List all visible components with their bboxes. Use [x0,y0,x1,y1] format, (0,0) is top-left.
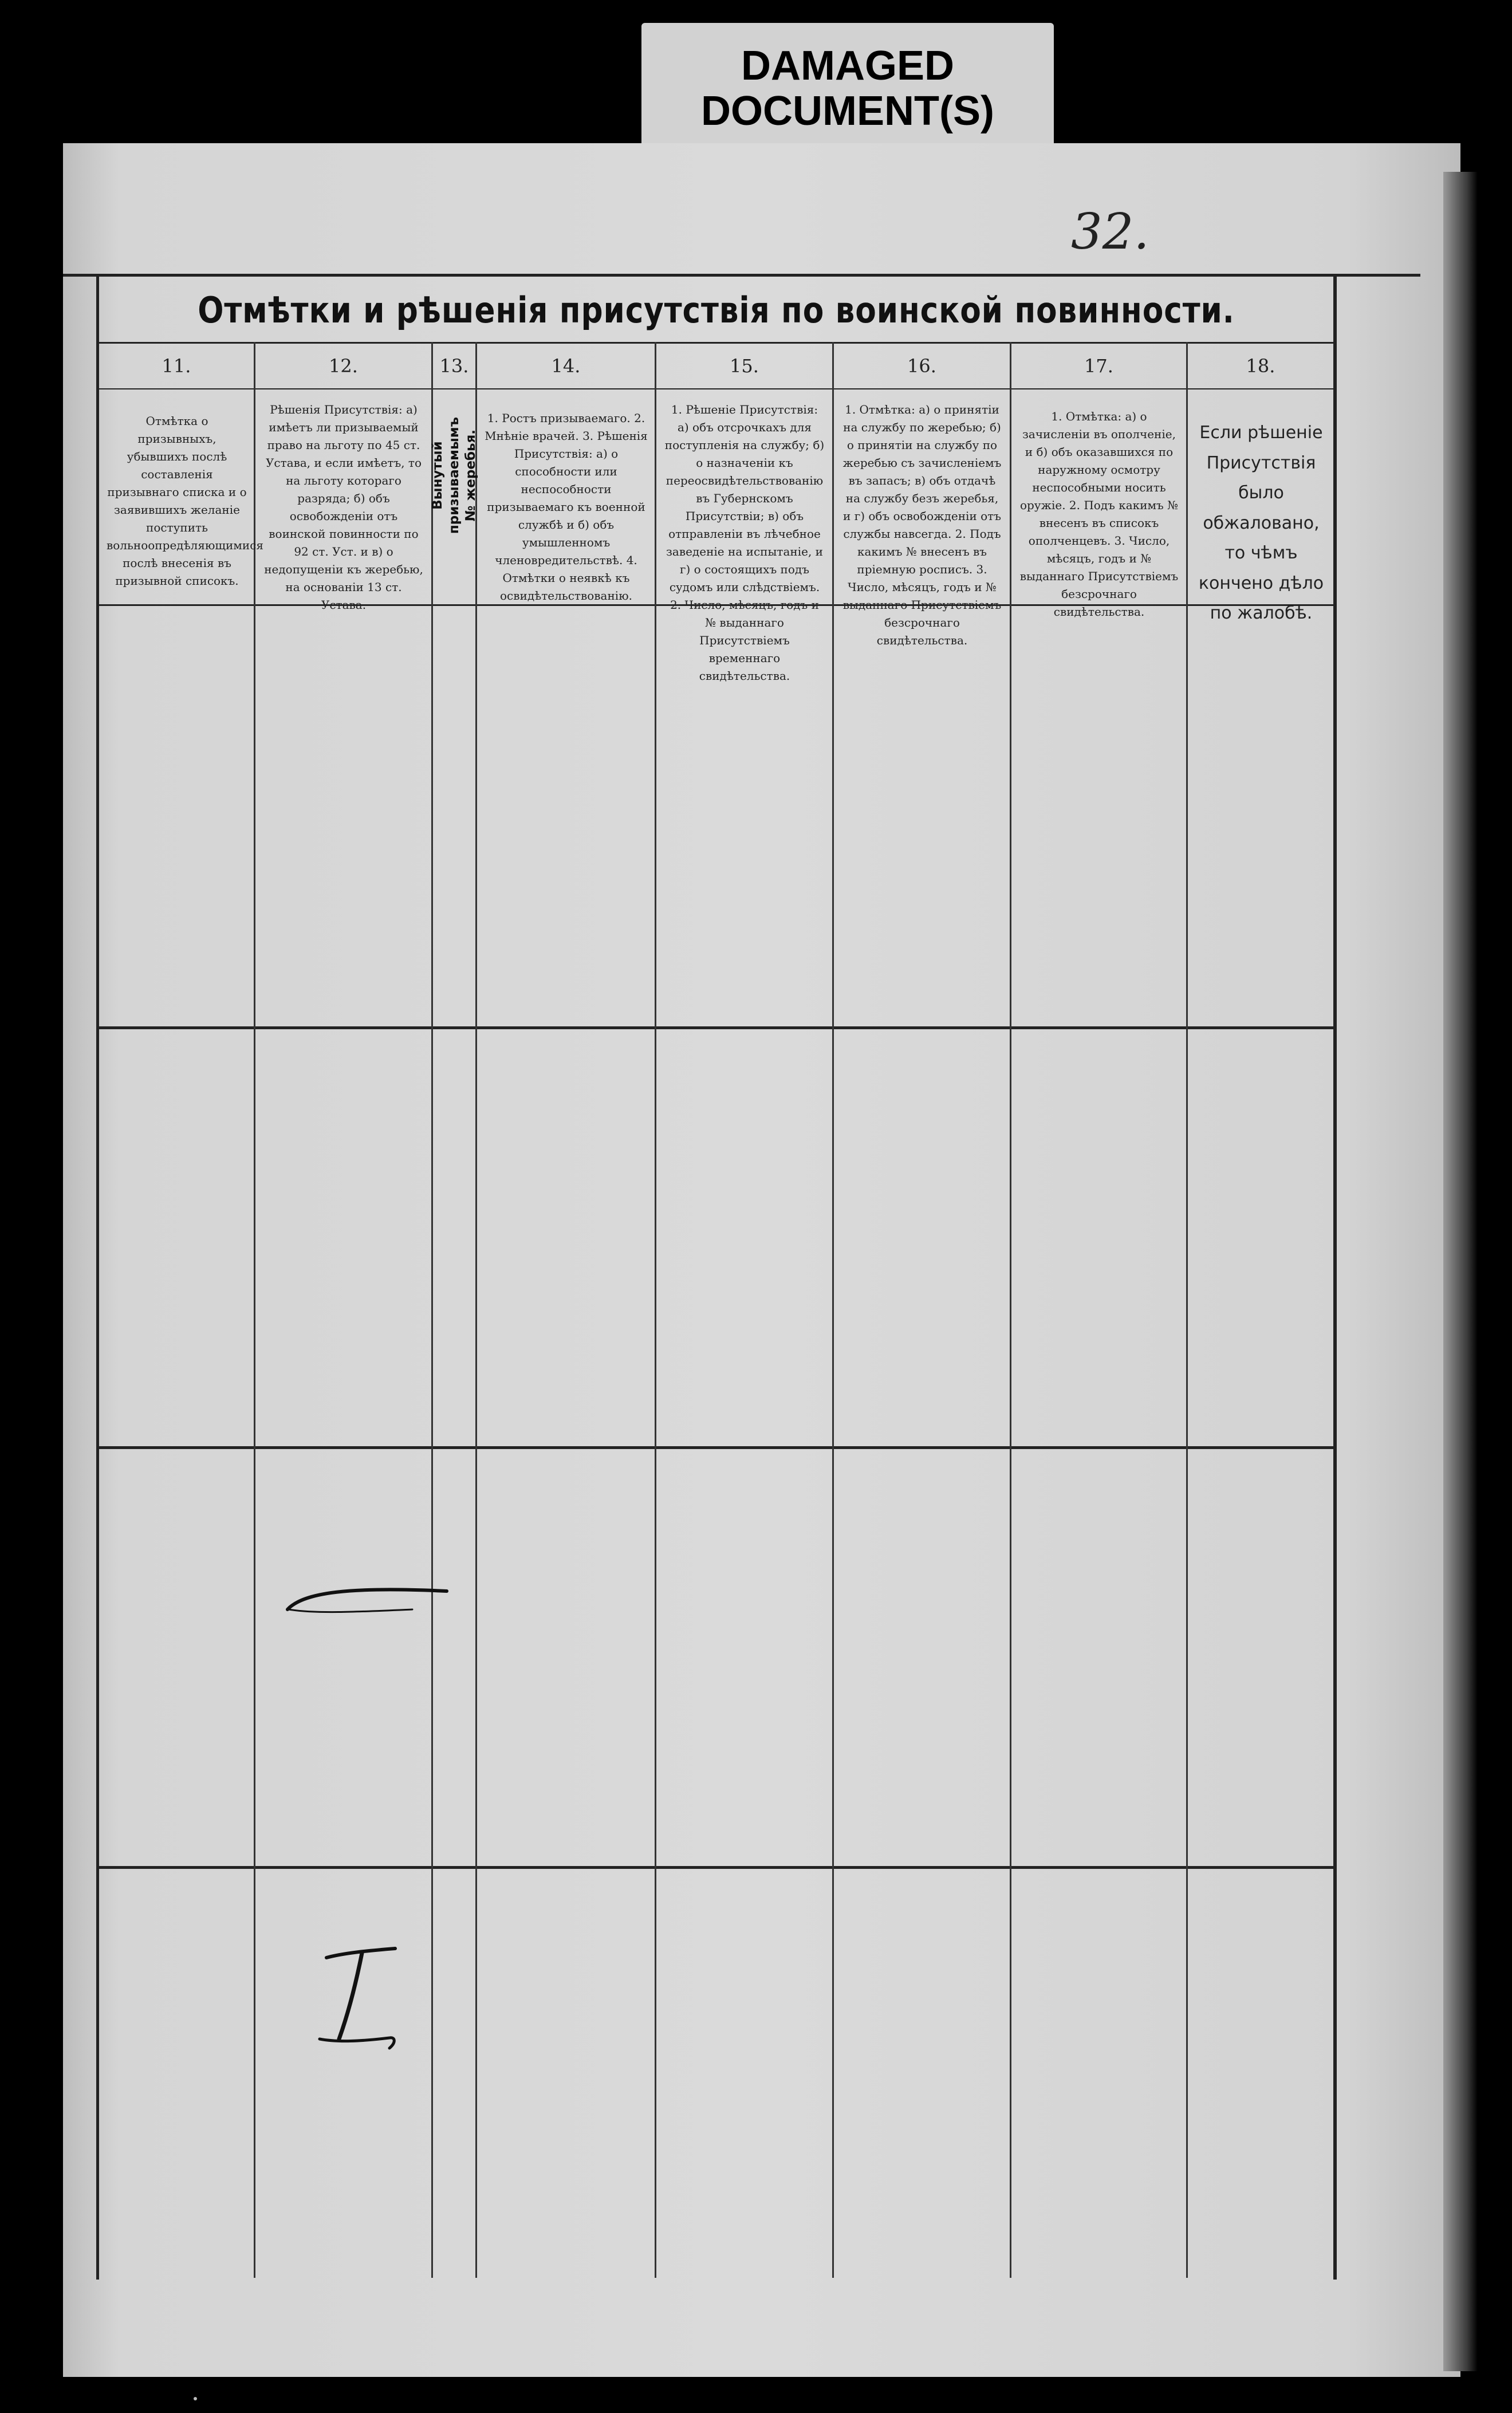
handwritten-dash-mark [281,1569,452,1621]
column-desc-15: 1. Рѣшеніе Присутствія: а) объ отсрочкахъ для поступленія на службу; б) о назначеніи къ переосвидѣтельствованію въ Губернскомъ Присутствіи; в) объ отправленіи въ лѣчебное заведеніе на испытаніе, и г) о состоящихъ подъ судомъ или слѣдствіемъ. 2. Число, мѣсяцъ, годъ и № выданнаго Присутствіемъ временнаго свидѣтельства. [664,403,825,683]
row-divider-1 [99,1026,1333,1029]
column-desc-18: Если рѣшеніе Присутствія было обжаловано, то чѣмъ кончено дѣло по жалобѣ. [1198,423,1324,623]
column-number-17: 17. [1084,355,1113,377]
column-rule-12-13 [431,342,433,2278]
column-desc-17: 1. Отмѣтка: а) о зачисленіи въ ополченіе, и б) объ оказавшихся по наружному осмотру неспособными носить оружіе. 2. Подъ какимъ № внесенъ въ списокъ ополченцевъ. 3. Число, мѣсяцъ, годъ и № выданнаго Присутствіемъ безсрочнаго свидѣтельства. [1019,410,1179,619]
column-rule-17-18 [1186,342,1188,2278]
column-rule-14-15 [655,342,656,2278]
stamp-line-2: DOCUMENT(S) [701,88,994,134]
column-number-13: 13. [439,355,469,377]
column-rule-15-16 [832,342,834,2278]
column-number-11: 11. [162,355,191,377]
number-row-rule [99,388,1333,389]
table-title: Отмѣтки и рѣшенія присутствія по воинской повинности. [198,289,1235,331]
page-number: 32. [1071,203,1149,261]
column-rule-13-14 [475,342,477,2278]
column-number-14: 14. [551,355,581,377]
table-right-border [1333,275,1337,2280]
column-number-15: 15. [730,355,759,377]
column-number-12: 12. [329,355,358,377]
damaged-document-stamp [641,23,1054,155]
column-desc-12: Рѣшенія Присутствія: а) имѣетъ ли призываемый право на льготу по 45 ст. Устава, и если имѣетъ, то на льготу котораго разряда; б) объ освобожденіи отъ воинской повинности по 92 ст. Уст. и в) о недопущеніи къ жеребью, на основаніи 13 ст. Устава. [264,403,423,612]
column-rule-16-17 [1010,342,1011,2278]
row-divider-3 [99,1866,1333,1869]
handwritten-roman-one [309,1936,412,2062]
page-edge-shadow [1443,172,1478,2371]
column-number-18: 18. [1246,355,1275,377]
column-rule-11-12 [254,342,255,2278]
column-desc-14: 1. Ростъ призываемаго. 2. Мнѣніе врачей. 3. Рѣшенія Присутствія: а) о способности или неспособности призываемаго къ военной службѣ и б) объ умышленномъ членовредительствѣ. 4. Отмѣтки о неявкѣ къ освидѣтельствованію. [485,411,648,603]
top-rule [63,274,1420,277]
row-divider-2 [99,1446,1333,1449]
column-number-16: 16. [907,355,936,377]
column-desc-11: Отмѣтка о призывныхъ, убывшихъ послѣ составленія призывнаго списка и о заявившихъ желаніе поступить вольноопредѣляющимися послѣ внесенія въ призывной списокъ. [107,414,264,588]
paper-speck [194,2397,197,2400]
column-desc-16: 1. Отмѣтка: а) о принятіи на службу по жеребью; б) о принятіи на службу по жеребью съ зачисленіемъ въ запасъ; в) объ отдачѣ на службу безъ жеребья, и г) объ освобожденіи отъ службы навсегда. 2. Подъ какимъ № внесенъ въ пріемную росписъ. 3. Число, мѣсяцъ, годъ и № выданнаго Присутствіемъ безсрочнаго свидѣтельства. [842,403,1002,647]
column-desc-13 [430,344,478,607]
stamp-line-1: DAMAGED [741,42,954,89]
table-left-border [96,275,99,2280]
column-desc-13-text: Вынутый призываемымъ № жеребья. [430,417,478,534]
